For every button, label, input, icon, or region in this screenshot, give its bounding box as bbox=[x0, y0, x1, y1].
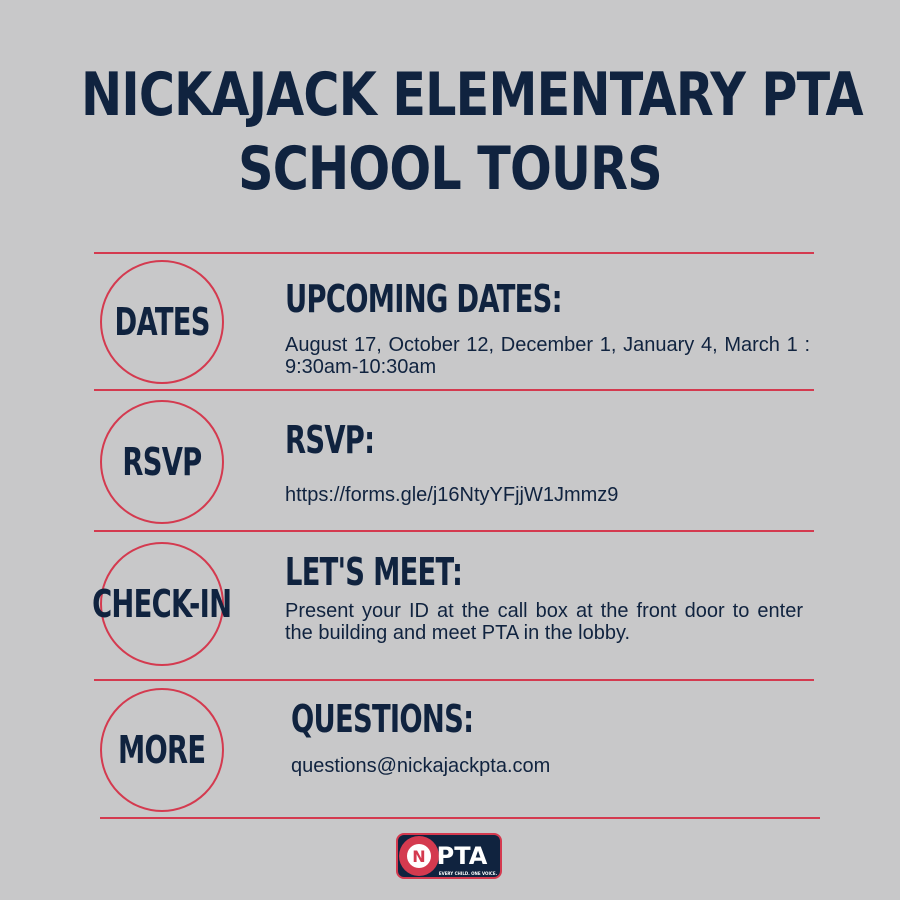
more-circle bbox=[100, 688, 224, 812]
lets-meet-text: Present your ID at the call box at the front door to enter the building and meet PTA in the lobby. bbox=[285, 600, 803, 644]
lets-meet-heading: LET'S MEET: bbox=[285, 550, 463, 594]
dates-circle bbox=[100, 260, 224, 384]
divider bbox=[100, 817, 820, 819]
rsvp-circle bbox=[100, 400, 224, 524]
upcoming-dates-text: August 17, October 12, December 1, January 4, March 1 : 9:30am-10:30am bbox=[285, 334, 810, 378]
upcoming-dates-heading: UPCOMING DATES: bbox=[285, 277, 562, 321]
title-line-2: SCHOOL TOURS bbox=[238, 134, 662, 204]
rsvp-circle-label: RSVP bbox=[122, 440, 202, 484]
rsvp-link[interactable]: https://forms.gle/j16NtyYFjjW1Jmmz9 bbox=[285, 484, 619, 506]
divider bbox=[94, 389, 814, 391]
dates-circle-label: DATES bbox=[114, 300, 210, 344]
questions-heading: QUESTIONS: bbox=[291, 697, 474, 741]
divider bbox=[94, 679, 814, 681]
logo-letter: N bbox=[412, 847, 426, 866]
divider bbox=[94, 530, 814, 532]
questions-email[interactable]: questions@nickajackpta.com bbox=[291, 755, 551, 777]
nickajack-pta-logo-icon bbox=[396, 832, 502, 880]
logo-tagline: EVERY CHILD. ONE VOICE. bbox=[438, 871, 498, 876]
rsvp-heading: RSVP: bbox=[285, 418, 375, 462]
page-title bbox=[81, 58, 863, 206]
check-in-circle bbox=[92, 542, 232, 666]
more-circle-label: MORE bbox=[118, 728, 206, 772]
title-line-1: NICKAJACK ELEMENTARY PTA bbox=[81, 60, 863, 130]
logo-wordmark: PTA bbox=[436, 842, 488, 870]
check-in-circle-label: CHECK-IN bbox=[92, 582, 232, 626]
divider bbox=[94, 252, 814, 254]
